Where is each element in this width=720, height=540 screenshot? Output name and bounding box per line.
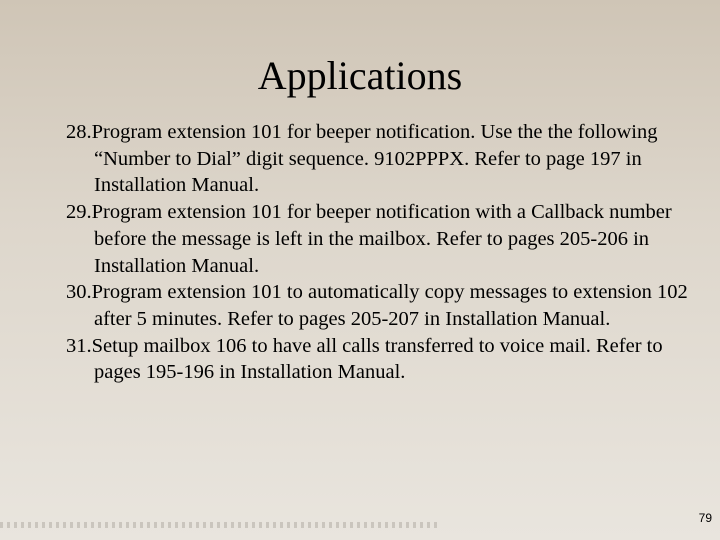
page-number: 79 — [698, 511, 712, 525]
slide-title: Applications — [257, 53, 463, 98]
footer-decoration — [0, 522, 440, 528]
list-item: 30.Program extension 101 to automatically copy messages to extension 102 after 5 minutes. Refer to pages 205-207 in Installation Manual. — [66, 281, 688, 330]
list-item: 29.Program extension 101 for beeper notification with a Callback number before the message is left in the mailbox. Refer to pages 205-206 in Installation Manual. — [66, 201, 672, 277]
list-item: 31.Setup mailbox 106 to have all calls transferred to voice mail. Refer to pages 195-196 in Installation Manual. — [66, 334, 663, 384]
list-item: 28.Program extension 101 for beeper notification. Use the the following “Number to Dial” digit sequence. 9102PPPX. Refer to page 197 in Installation Manual. — [66, 121, 658, 197]
instruction-list — [66, 119, 696, 386]
